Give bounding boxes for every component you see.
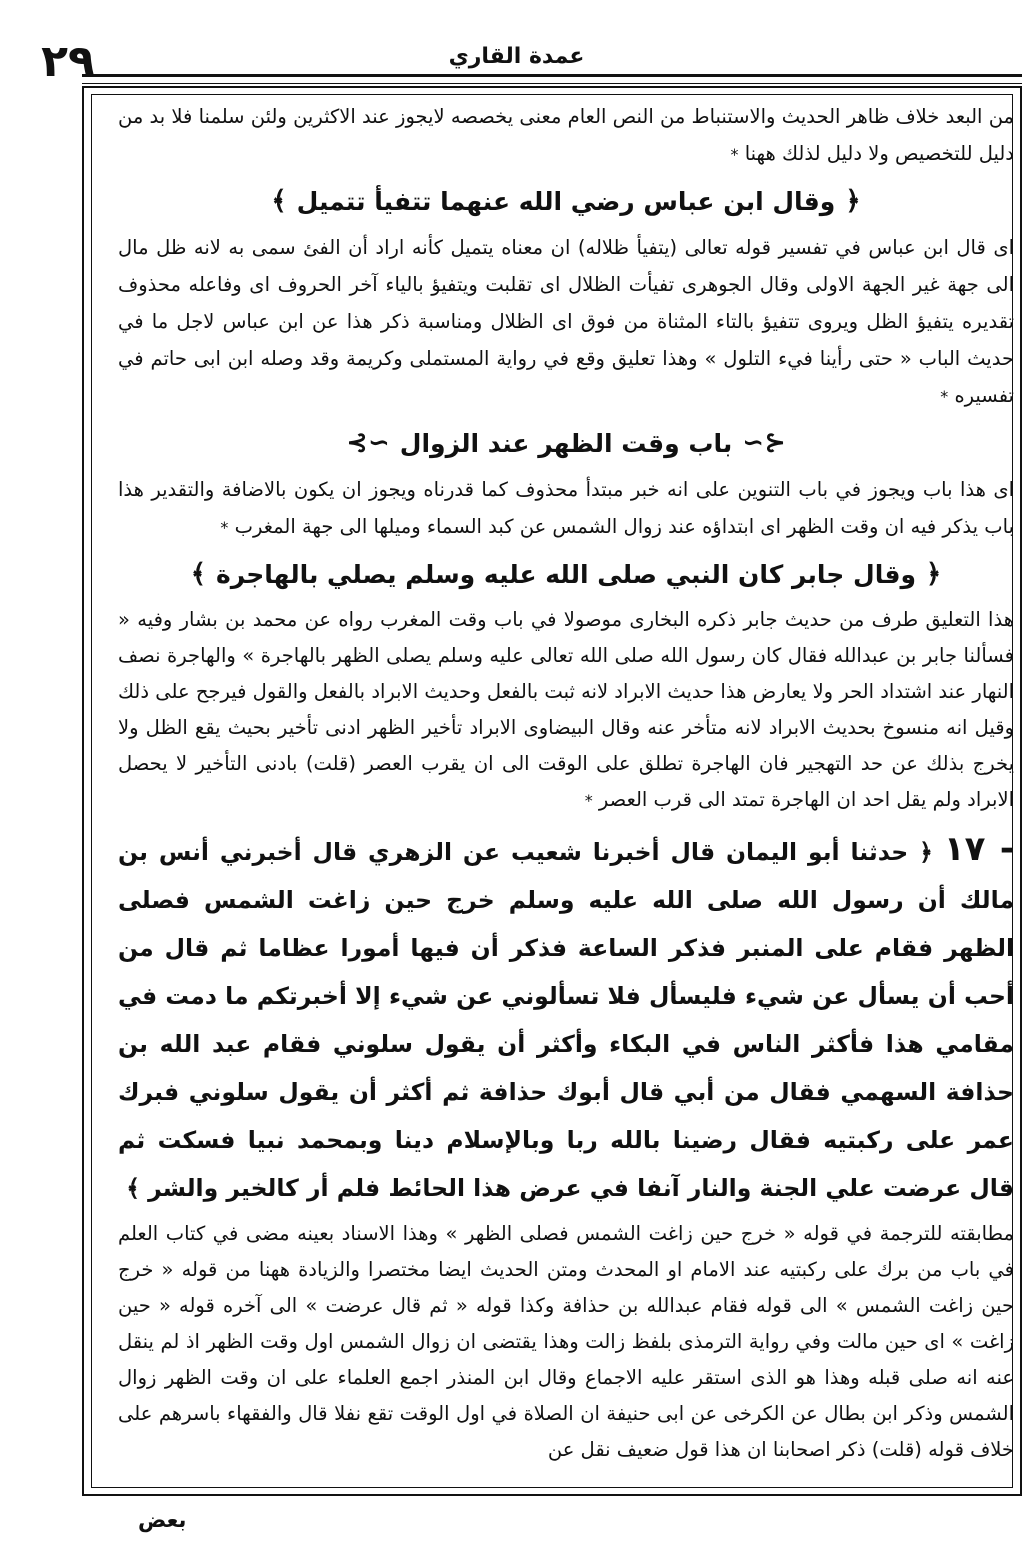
ornament-open: ﴿ xyxy=(926,559,942,589)
paragraph-text: اى قال ابن عباس في تفسير قوله تعالى (يتفيأ ظلاله) ان معناه يتميل كأنه اراد أن الفئ سمى به لانه ظل مال الى جهة غير الجهة الاولى وقال الجوهرى تفيأت الظلال اى تقلبت ويتفيؤ بالياء آخر الحروف اى وفاعله محذوف تقديره يتفيؤ الظل ويروى تتفيؤ بالتاء المثناة من فوق اى الظلال ومناسبة ذكر هذا عن ابن عباس لاجل ما في حديث الباب « حتى رأينا فيء التلول » وهذا تعليق وقع في رواية المستملى وكريمة وقد وصله ابن ابى حاتم في تفسيره xyxy=(118,236,1014,407)
end-mark: * xyxy=(220,518,229,537)
end-mark: * xyxy=(730,145,739,164)
paragraph-text: هذا التعليق طرف من حديث جابر ذكره البخارى موصولا في باب وقت المغرب رواه عن محمد بن بشار وفيه « فسألنا جابر بن عبدالله فقال كان رسول الله صلى الله تعالى عليه وسلم يصلى الظهر بالهاجرة » والهاجرة نصف النهار عند اشتداد الحر ولا يعارض هذا حديث الابراد لانه ثبت بالفعل وحديث الابراد بالفعل والقول فيرجح على ذلك وقيل انه منسوخ بحديث الابراد لانه متأخر عنه وقال البيضاوى الابراد تأخير الظهر ادنى تأخير بحيث يقع الظل ولا يخرج بذلك عن حد التهجير فان الهاجرة تطلق على الوقت الى ان يقرب العصر (قلت) بادنى التأخير لا يحصل الابراد ولم يقل احد ان الهاجرة تمتد الى قرب العصر xyxy=(118,608,1014,811)
quote-heading-ibn-abbas xyxy=(118,173,1014,229)
text-body xyxy=(118,98,1014,1468)
commentary-paragraph-4 xyxy=(118,602,1014,819)
commentary-paragraph-3 xyxy=(118,471,1014,546)
ornament-close: ﴾ xyxy=(190,559,206,589)
paragraph-text: من البعد خلاف ظاهر الحديث والاستنباط من النص العام معنى يخصصه لايجوز عند الاكثرين ولئن سلمنا فلا بد من دليل للتخصيص ولا دليل لذلك ههنا xyxy=(118,105,1014,165)
heading-text: باب وقت الظهر عند الزوال xyxy=(399,428,733,458)
header-rule xyxy=(82,74,1022,84)
ornament-open: ﴿ xyxy=(845,186,861,216)
heading-text: وقال ابن عباس رضي الله عنهما تتفيأ تتميل xyxy=(296,186,836,216)
end-mark: * xyxy=(584,791,593,810)
commentary-paragraph-2 xyxy=(118,229,1014,415)
hadith-text xyxy=(118,825,1014,1212)
quote-heading-jabir xyxy=(118,546,1014,602)
paragraph-text: مطابقته للترجمة في قوله « خرج حين زاغت الشمس فصلى الظهر » وهذا الاسناد بعينه مضى في كتاب العلم في باب من برك على ركبتيه عند الامام او المحدث ومتن الحديث ايضا مختصرا والزيادة ههنا من قوله « خرج حين زاغت الشمس » الى قوله فقام عبدالله بن حذافة وكذا قوله « ثم قال عرضت » الى آخره قوله « حين زاغت » اى حين مالت وفي رواية الترمذى بلفظ زالت وهذا يقتضى ان زوال الشمس اول وقت الظهر اذ لم ينقل عنه انه صلى قبله وهذا هو الذى استقر عليه الاجماع وقال ابن المنذر اجمع العلماء على ان وقت الظهر زوال الشمس وذكر ابن بطال عن الكرخى عن ابى حنيفة ان الصلاة في اول الوقت تقع نفلا قال والفقهاء باسرهم على خلاف قوله (قلت) ذكر اصحابنا ان هذا قول ضعيف نقل عن xyxy=(118,1222,1014,1461)
hadith-number: ١٧ - xyxy=(943,829,1015,869)
flourish-right: ∽⊱ xyxy=(742,428,786,458)
ornament-close: ﴾ xyxy=(126,1174,140,1202)
commentary-paragraph-1 xyxy=(118,98,1014,173)
hadith-block xyxy=(118,825,1014,1212)
commentary-paragraph-5 xyxy=(118,1216,1014,1468)
catchword: بعض xyxy=(138,1508,187,1532)
heading-text: وقال جابر كان النبي صلى الله عليه وسلم يصلي بالهاجرة xyxy=(215,559,917,589)
page-number: ٢٩ xyxy=(41,36,95,87)
hadith-body: حدثنا أبو اليمان قال أخبرنا شعيب عن الزهري قال أخبرني أنس بن مالك أن رسول الله صلى الله عليه وسلم خرج حين زاغت الشمس فصلى الظهر فقام على المنبر فذكر الساعة فذكر أن فيها أمورا عظاما ثم قال من أحب أن يسأل عن شيء فليسأل فلا تسألوني عن شيء إلا أخبرتكم ما دمت في مقامي هذا فأكثر الناس في البكاء وأكثر أن يقول سلوني فقام عبد الله بن حذافة السهمي فقال من أبي قال أبوك حذافة ثم أكثر أن يقول سلوني فبرك عمر على ركبتيه فقال رضينا بالله ربا وبالإسلام دينا وبمحمد نبيا فسكت ثم قال عرضت علي الجنة والنار آنفا في عرض هذا الحائط فلم أر كالخير والشر xyxy=(118,838,1014,1202)
ornament-open: ﴿ xyxy=(919,838,933,866)
paragraph-text: اى هذا باب ويجوز في باب التنوين على انه خبر مبتدأ محذوف كما قدرناه ويجوز ان يكون بالاضافة والتقدير هذا باب يذكر فيه ان وقت الظهر اى ابتداؤه عند زوال الشمس عن كبد السماء وميلها الى جهة المغرب xyxy=(118,478,1014,538)
ornament-close: ﴾ xyxy=(271,186,287,216)
end-mark: * xyxy=(940,387,949,406)
flourish-left: ⊰∽ xyxy=(346,428,390,458)
chapter-heading xyxy=(118,415,1014,471)
running-title: عمدة القاري xyxy=(448,44,585,69)
